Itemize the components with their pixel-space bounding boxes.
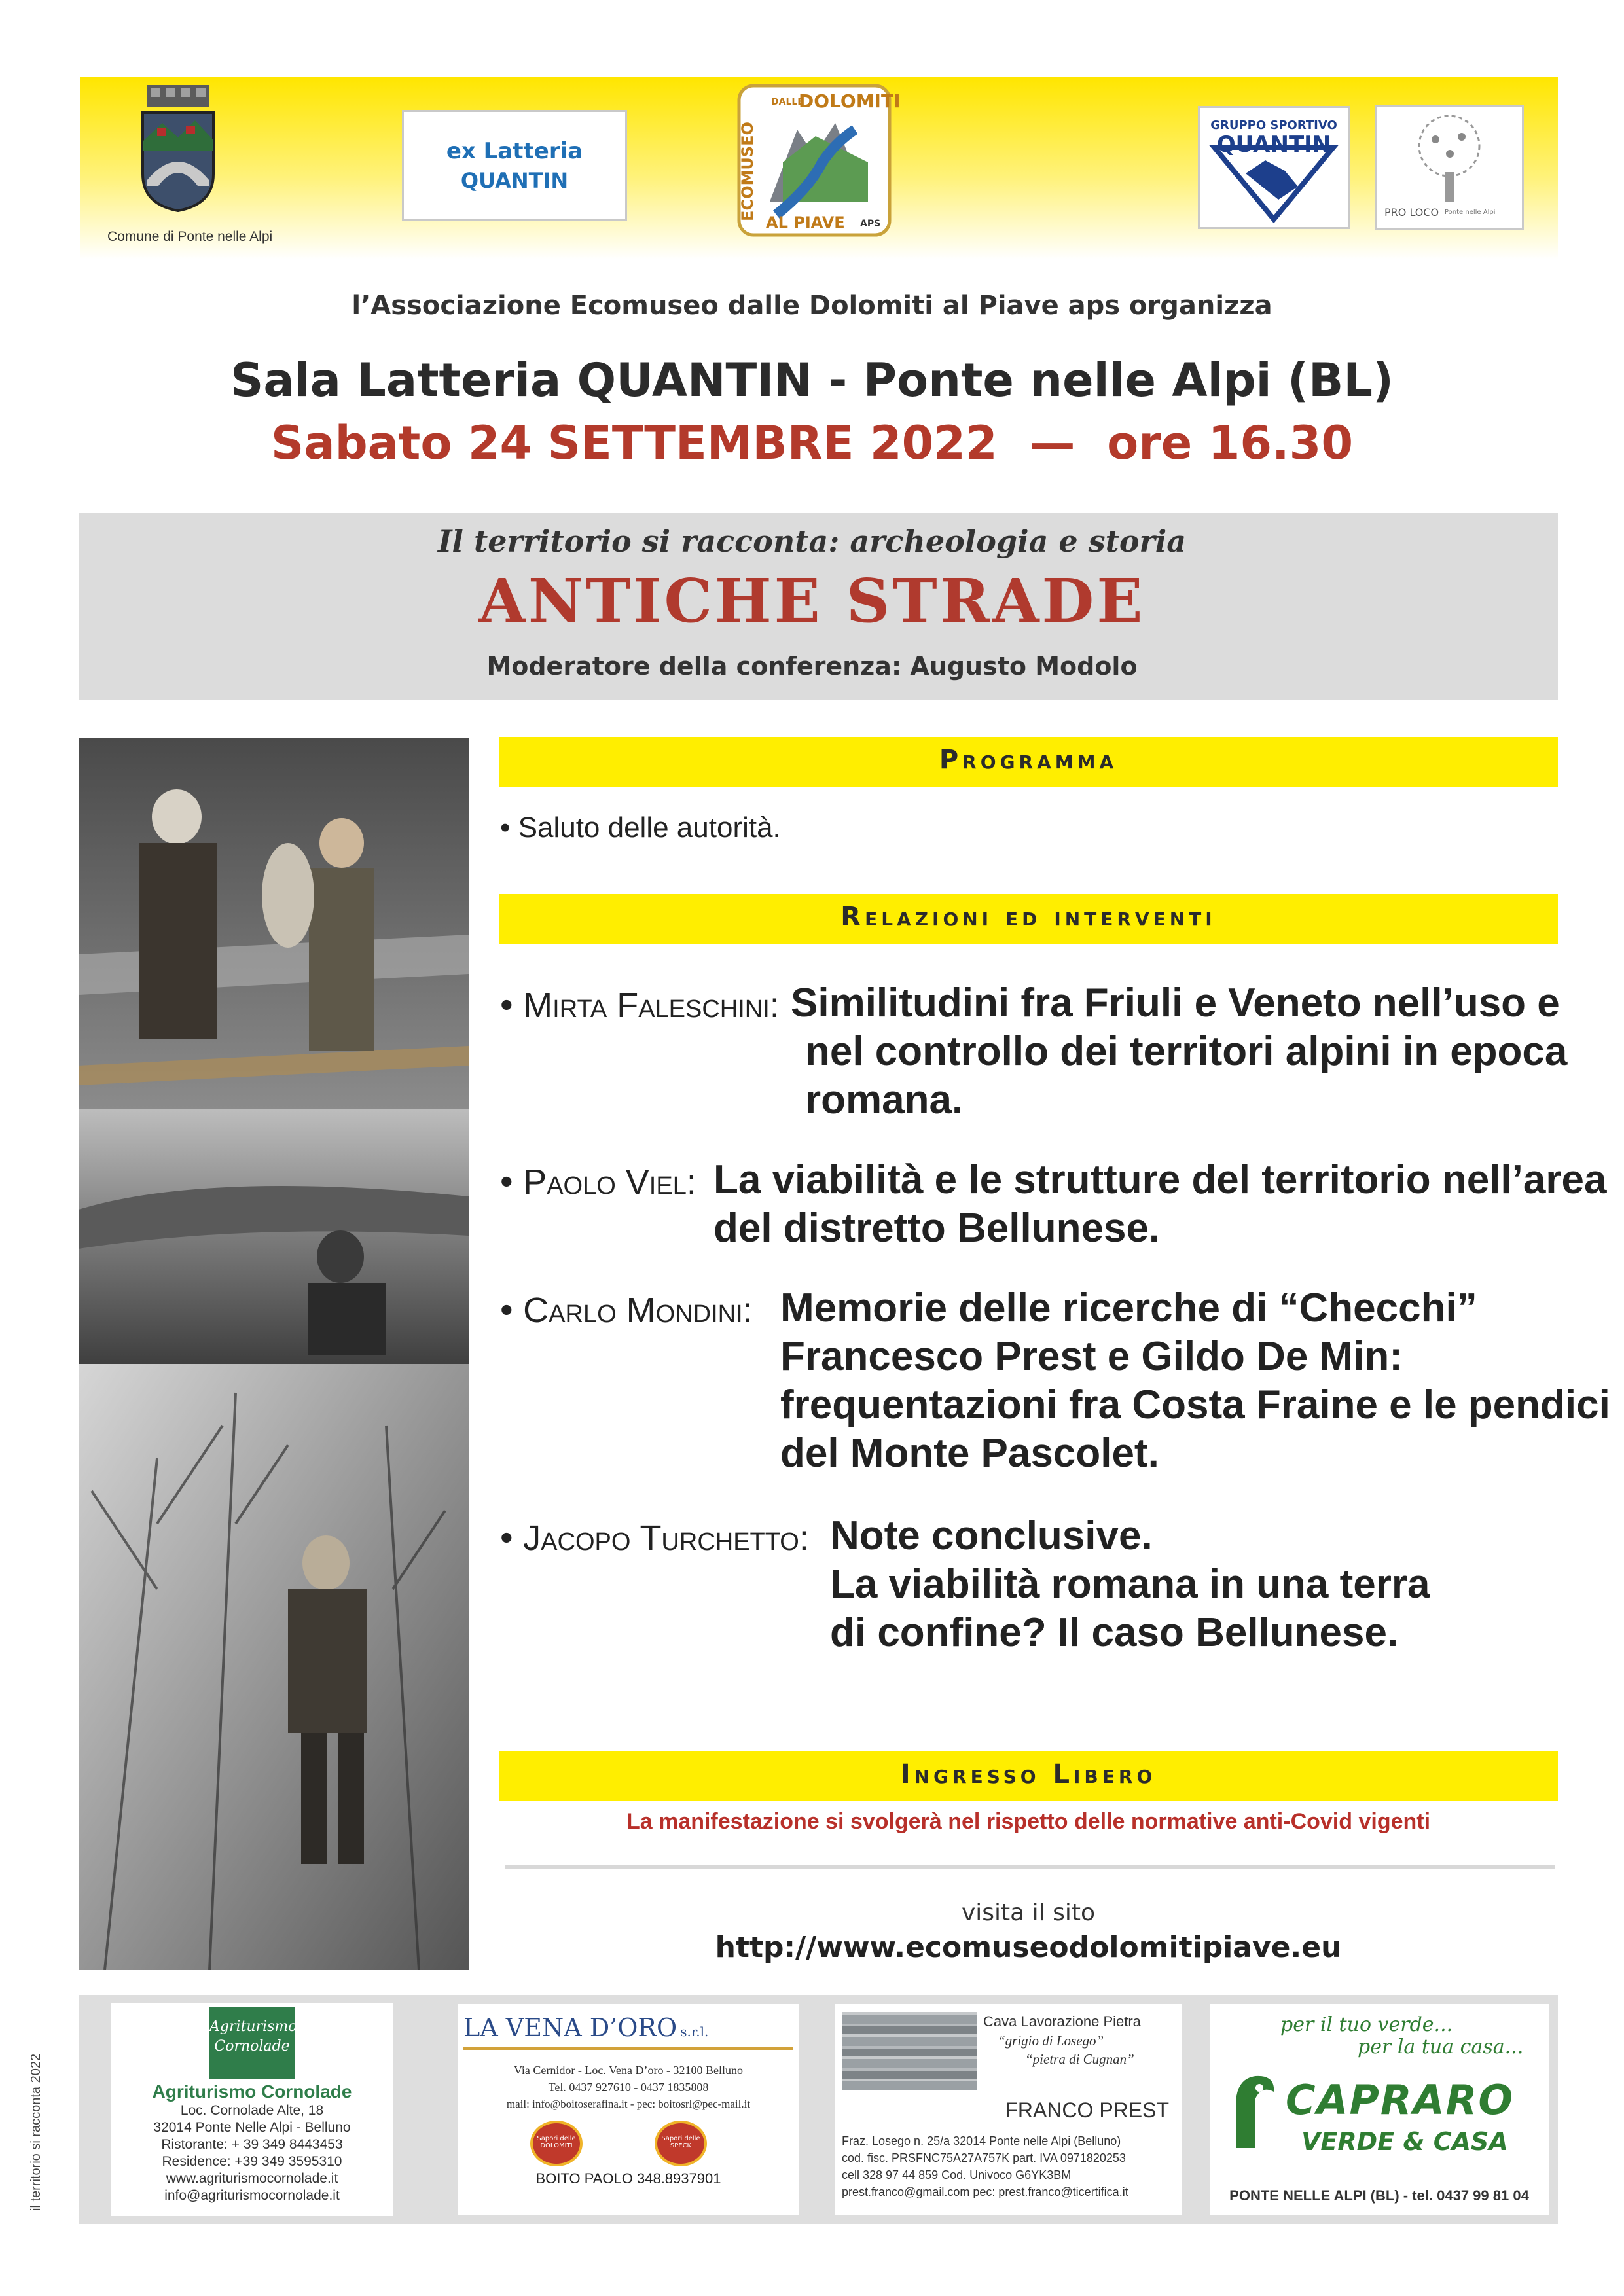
talk-line: del distretto Bellunese. [713, 1206, 1161, 1251]
vena-badge-text: Sapori delle DOLOMITI [537, 2135, 576, 2149]
gruppo-sportivo-line2: QUANTIN [1216, 132, 1331, 158]
vena-name: LA VENA D’ORO [463, 2013, 677, 2042]
prest-line: cod. fisc. PRSFNC75A27A757K part. IVA 0971820253 [842, 2151, 1126, 2164]
date-line: Sabato 24 SETTEMBRE 2022 — ore 16.30 [270, 416, 1354, 470]
site-pre: visita il sito [961, 1899, 1096, 1926]
entry-heading: Ingresso Libero [900, 1759, 1157, 1789]
talk-line: nel controllo dei territori alpini in epoca [805, 1029, 1568, 1074]
moderator-line: Moderatore della conferenza: Augusto Modolo [486, 652, 1138, 681]
cornolade-line: Ristorante: + 39 349 8443453 [161, 2137, 343, 2152]
gruppo-sportivo-logo [1198, 106, 1350, 229]
comune-caption: Comune di Ponte nelle Alpi [107, 229, 273, 244]
latteria-logo [402, 110, 627, 221]
event-subtitle: Il territorio si racconta: archeologia e storia [437, 524, 1187, 559]
sponsor-vena-doro [458, 2004, 799, 2215]
talk-line: La viabilità romana in una terra [830, 1562, 1430, 1607]
cornolade-logo-line1: Agriturismo [209, 2018, 297, 2035]
sponsor-cornolade [111, 2003, 393, 2216]
prest-stone2: “pietra di Cugnan” [1025, 2051, 1134, 2067]
program-heading: Programma [939, 745, 1118, 775]
speaker-viel [500, 1160, 696, 1202]
talk-line: La viabilità e le strutture del territorio nell’area [713, 1157, 1607, 1202]
talk-line: Similitudini fra Friuli e Veneto nell’uso e [791, 980, 1560, 1026]
proloco-line1: PRO LOCO [1384, 206, 1439, 219]
vena-suffix: s.r.l. [680, 2024, 709, 2039]
cornolade-line: Loc. Cornolade Alte, 18 [180, 2103, 324, 2118]
talk-viel [713, 1156, 1606, 1253]
ecomuseo-side: ECOMUSEO [738, 122, 757, 221]
vena-contact: BOITO PAOLO 348.8937901 [535, 2170, 721, 2187]
site-url[interactable]: http://www.ecomuseodolomitipiave.eu [715, 1931, 1342, 1964]
speaker-turchetto [500, 1516, 809, 1558]
cornolade-line: 32014 Ponte Nelle Alpi - Belluno [153, 2120, 351, 2135]
ecomuseo-top: DOLOMITI [799, 90, 901, 112]
divider [505, 1865, 1555, 1869]
prest-line: prest.franco@gmail.com pec: prest.franco@ticertifica.it [842, 2185, 1128, 2198]
talk-faleschini [791, 979, 1567, 1124]
vena-line: mail: info@boitoserafina.it - pec: boitosrl@pec-mail.it [506, 2098, 751, 2110]
bullet: • [500, 1289, 513, 1330]
talk-line: frequentazioni fra Costa Fraine e le pendici [780, 1382, 1610, 1427]
vertical-note: il territorio si racconta 2022 [29, 2053, 43, 2211]
prest-line: cell 328 97 44 859 Cod. Univoco G6YK3BM [842, 2168, 1072, 2181]
prest-title: Cava Lavorazione Pietra [983, 2013, 1141, 2030]
talk-line: Francesco Prest e Gildo De Min: [780, 1334, 1403, 1379]
capraro-goat-icon [1216, 2066, 1282, 2151]
speaker-name: Jacopo Turchetto: [523, 1518, 809, 1558]
talks-heading: Relazioni ed interventi [840, 902, 1216, 932]
ecomuseo-bottom: AL PIAVE [766, 213, 845, 232]
capraro-address: PONTE NELLE ALPI (BL) - tel. 0437 99 81 04 [1229, 2187, 1529, 2204]
talk-line: di confine? Il caso Bellunese. [830, 1610, 1399, 1655]
vena-badge-speck [655, 2121, 707, 2166]
talk-mondini [780, 1284, 1610, 1478]
talk-turchetto [830, 1512, 1430, 1657]
speaker-mondini [500, 1288, 753, 1331]
speaker-name: Carlo Mondini: [523, 1291, 753, 1330]
sponsor-capraro [1210, 2004, 1549, 2215]
ecomuseo-dalle: DALLE [771, 97, 804, 107]
greeting-item: • Saluto delle autorità. [500, 812, 781, 844]
prest-name: FRANCO PREST [1005, 2098, 1169, 2122]
prest-line: Fraz. Losego n. 25/a 32014 Ponte nelle Alpi (Belluno) [842, 2134, 1121, 2147]
ecomuseo-aps: APS [860, 219, 881, 229]
gruppo-sportivo-line1: GRUPPO SPORTIVO [1210, 118, 1337, 132]
cornolade-line: Residence: +39 349 3595310 [162, 2154, 342, 2169]
event-title: ANTICHE STRADE [478, 565, 1146, 636]
bullet: • [500, 1160, 513, 1202]
sponsor-franco-prest [835, 2004, 1182, 2215]
cornolade-logo [209, 2007, 295, 2079]
organizer-line: l’Associazione Ecomuseo dalle Dolomiti al Piave aps organizza [352, 291, 1272, 321]
prest-stone1: “grigio di Losego” [998, 2033, 1104, 2049]
cornolade-line: www.agriturismocornolade.it [166, 2171, 338, 2186]
vena-line: Via Cernidor - Loc. Vena D’oro - 32100 Belluno [513, 2064, 743, 2077]
vena-header [463, 2004, 793, 2050]
speaker-faleschini [500, 983, 780, 1026]
talk-line: Note conclusive. [830, 1513, 1153, 1558]
speaker-name: Paolo Viel: [523, 1162, 696, 1202]
speaker-name: Mirta Faleschini: [523, 986, 780, 1025]
covid-note: La manifestazione si svolgerà nel rispetto delle normative anti-Covid vigenti [626, 1809, 1431, 1834]
bullet: • [500, 1516, 513, 1558]
proloco-line2: Ponte nelle Alpi [1445, 209, 1496, 216]
vena-badge-text: Sapori delle SPECK [661, 2135, 700, 2149]
cornolade-name: Agriturismo Cornolade [152, 2081, 352, 2102]
capraro-slogan1: per il tuo verde... [1280, 2013, 1453, 2036]
capraro-brand: CAPRARO [1286, 2076, 1515, 2124]
talk-line: del Monte Pascolet. [780, 1431, 1159, 1476]
cornolade-line: info@agriturismocornolade.it [164, 2188, 340, 2203]
vena-line: Tel. 0437 927610 - 0437 1835808 [548, 2081, 709, 2094]
talk-line: romana. [805, 1077, 964, 1122]
photo-woods [79, 1364, 469, 1970]
venue-line: Sala Latteria QUANTIN - Ponte nelle Alpi (BL) [230, 353, 1394, 407]
comune-coat-of-arms [140, 82, 216, 212]
talk-line: Memorie delle ricerche di “Checchi” [780, 1285, 1477, 1331]
historic-photos [79, 738, 469, 1970]
prest-details [842, 2132, 1128, 2200]
capraro-slogan2: per la tua casa... [1358, 2036, 1524, 2058]
latteria-logo-line2: QUANTIN [460, 168, 569, 193]
latteria-logo-line1: ex Latteria [446, 138, 583, 164]
bullet: • [500, 984, 513, 1025]
vena-badge-dolomiti [530, 2121, 583, 2166]
ecomuseo-logo [737, 84, 901, 237]
proloco-logo [1375, 105, 1524, 230]
vena-badges [458, 2118, 799, 2170]
cornolade-logo-line2: Cornolade [214, 2038, 290, 2054]
prest-stone-image [842, 2012, 977, 2090]
capraro-sub: VERDE & CASA [1301, 2127, 1508, 2156]
